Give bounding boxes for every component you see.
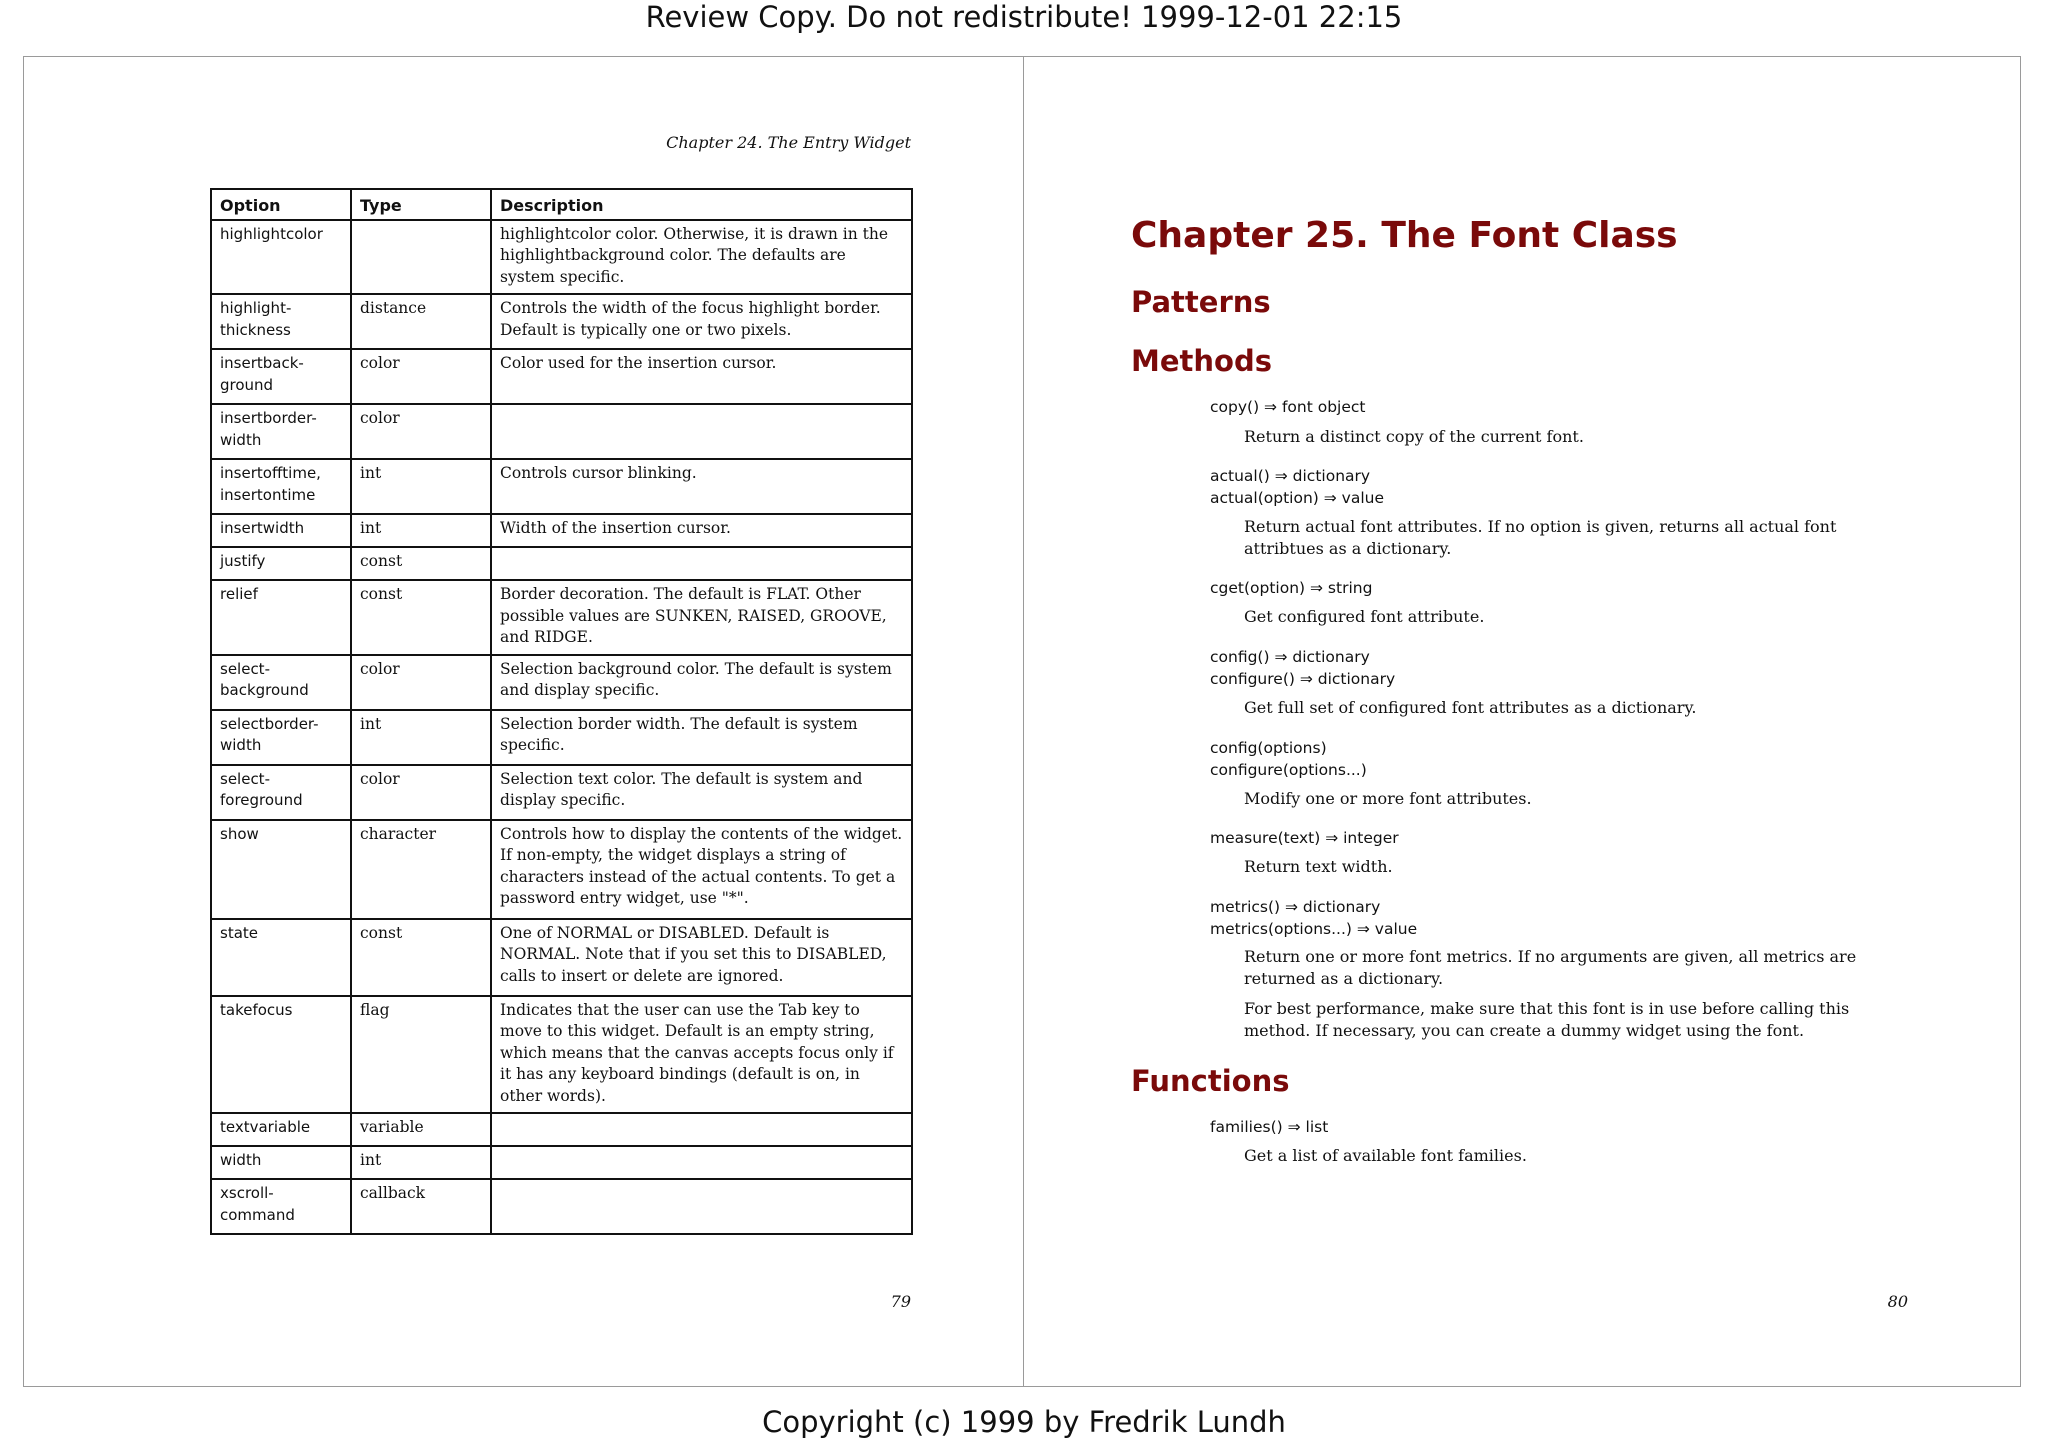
cell-type: const — [351, 919, 491, 996]
cell-description: Controls the width of the focus highlight border. Default is typically one or two pixels. — [491, 294, 912, 349]
table-row — [211, 655, 912, 710]
table-row — [211, 919, 912, 996]
table-row — [211, 349, 912, 404]
cell-type: color — [351, 655, 491, 710]
table-row — [211, 404, 912, 459]
table-row — [211, 1146, 912, 1179]
cell-option: highlight-thickness — [211, 294, 351, 349]
cell-description — [491, 1146, 912, 1179]
section-functions: Functions — [1131, 1064, 1290, 1098]
chapter-title: Chapter 25. The Font Class — [1131, 215, 1678, 256]
method-description: Get configured font attribute. — [1244, 607, 1485, 626]
cell-description: Border decoration. The default is FLAT. Other possible values are SUNKEN, RAISED, GROOVE, and RIDGE. — [491, 580, 912, 655]
header-type: Type — [351, 189, 491, 220]
cell-type: int — [351, 514, 491, 547]
cell-type — [351, 220, 491, 295]
cell-option: insertback-ground — [211, 349, 351, 404]
cell-type: color — [351, 349, 491, 404]
table-row — [211, 765, 912, 820]
cell-description: Selection background color. The default is system and display specific. — [491, 655, 912, 710]
cell-option: xscroll-command — [211, 1179, 351, 1234]
cell-description: Controls cursor blinking. — [491, 459, 912, 514]
review-copy-banner: Review Copy. Do not redistribute! 1999-12-01 22:15 — [645, 0, 1403, 34]
table-row — [211, 547, 912, 580]
cell-type: distance — [351, 294, 491, 349]
cell-type: variable — [351, 1113, 491, 1146]
cell-description: Width of the insertion cursor. — [491, 514, 912, 547]
method-description: Get full set of configured font attributes as a dictionary. — [1244, 698, 1697, 717]
section-methods: Methods — [1131, 344, 1272, 378]
cell-option: insertofftime, insertontime — [211, 459, 351, 514]
cell-option: justify — [211, 547, 351, 580]
header-option: Option — [211, 189, 351, 220]
table-row — [211, 1179, 912, 1234]
cell-description: One of NORMAL or DISABLED. Default is NORMAL. Note that if you set this to DISABLED, calls to insert or delete are ignored. — [491, 919, 912, 996]
cell-description — [491, 547, 912, 580]
cell-option: width — [211, 1146, 351, 1179]
cell-description: Indicates that the user can use the Tab key to move to this widget. Default is an empty string, which means that the canvas accepts focus only if it has any keyboard bindings (default is on, in other words). — [491, 996, 912, 1114]
cell-option: state — [211, 919, 351, 996]
table-row — [211, 220, 912, 295]
function-signature: families() ⇒ list — [1210, 1118, 1329, 1136]
cell-type: color — [351, 765, 491, 820]
book-spread — [23, 56, 2021, 1387]
table-row — [211, 294, 912, 349]
cell-type: int — [351, 710, 491, 765]
cell-description: Color used for the insertion cursor. — [491, 349, 912, 404]
table-row — [211, 459, 912, 514]
cell-option: insertwidth — [211, 514, 351, 547]
cell-option: select-background — [211, 655, 351, 710]
method-description: Return text width. — [1244, 857, 1393, 876]
method-signature: copy() ⇒ font object — [1210, 398, 1366, 416]
method-signature: metrics(options...) ⇒ value — [1210, 920, 1418, 938]
method-signature: actual(option) ⇒ value — [1210, 489, 1385, 507]
method-signature: configure() ⇒ dictionary — [1210, 670, 1396, 688]
method-description: Return a distinct copy of the current font. — [1244, 427, 1584, 446]
cell-option: textvariable — [211, 1113, 351, 1146]
method-signature: cget(option) ⇒ string — [1210, 579, 1373, 597]
options-table — [210, 188, 913, 1235]
table-row — [211, 710, 912, 765]
method-signature: measure(text) ⇒ integer — [1210, 829, 1399, 847]
table-row — [211, 1113, 912, 1146]
cell-type: int — [351, 459, 491, 514]
method-signature: metrics() ⇒ dictionary — [1210, 898, 1381, 916]
cell-description: highlightcolor color. Otherwise, it is drawn in the highlightbackground color. The defaults are system specific. — [491, 220, 912, 295]
cell-option: highlightcolor — [211, 220, 351, 295]
cell-description: Selection border width. The default is system specific. — [491, 710, 912, 765]
section-patterns: Patterns — [1131, 285, 1271, 319]
cell-type: int — [351, 1146, 491, 1179]
cell-option: insertborder-width — [211, 404, 351, 459]
cell-option: relief — [211, 580, 351, 655]
table-header-row — [211, 189, 912, 220]
cell-type: const — [351, 580, 491, 655]
cell-type: color — [351, 404, 491, 459]
table-row — [211, 514, 912, 547]
cell-description — [491, 404, 912, 459]
cell-description — [491, 1113, 912, 1146]
method-description: For best performance, make sure that this font is in use before calling this method. If necessary, you can create a dummy widget using the font. — [1244, 999, 1850, 1040]
page-number: 80 — [1887, 1292, 1908, 1311]
table-row — [211, 580, 912, 655]
running-head: Chapter 24. The Entry Widget — [666, 133, 911, 152]
table-body — [211, 220, 912, 1235]
cell-option: select-foreground — [211, 765, 351, 820]
page-number: 79 — [890, 1292, 911, 1311]
method-signature: actual() ⇒ dictionary — [1210, 467, 1371, 485]
cell-type: const — [351, 547, 491, 580]
cell-option: show — [211, 820, 351, 919]
method-description: Return actual font attributes. If no option is given, returns all actual font attribtues as a dictionary. — [1244, 517, 1837, 558]
method-description: Modify one or more font attributes. — [1244, 789, 1532, 808]
method-signature: configure(options...) — [1210, 761, 1367, 779]
cell-type: flag — [351, 996, 491, 1114]
cell-description — [491, 1179, 912, 1234]
table-row — [211, 820, 912, 919]
cell-description: Selection text color. The default is system and display specific. — [491, 765, 912, 820]
cell-option: selectborder-width — [211, 710, 351, 765]
method-signature: config(options) — [1210, 739, 1327, 757]
header-description: Description — [491, 189, 912, 220]
table-row — [211, 996, 912, 1114]
left-page — [24, 57, 1024, 1386]
copyright-banner: Copyright (c) 1999 by Fredrik Lundh — [762, 1405, 1286, 1439]
right-page — [1023, 57, 2020, 1386]
method-description: Return one or more font metrics. If no arguments are given, all metrics are returned as a dictionary. — [1244, 947, 1857, 988]
cell-type: callback — [351, 1179, 491, 1234]
cell-type: character — [351, 820, 491, 919]
function-description: Get a list of available font families. — [1244, 1146, 1527, 1165]
cell-option: takefocus — [211, 996, 351, 1114]
method-signature: config() ⇒ dictionary — [1210, 648, 1370, 666]
cell-description: Controls how to display the contents of the widget. If non-empty, the widget displays a string of characters instead of the actual contents. To get a password entry widget, use "*". — [491, 820, 912, 919]
